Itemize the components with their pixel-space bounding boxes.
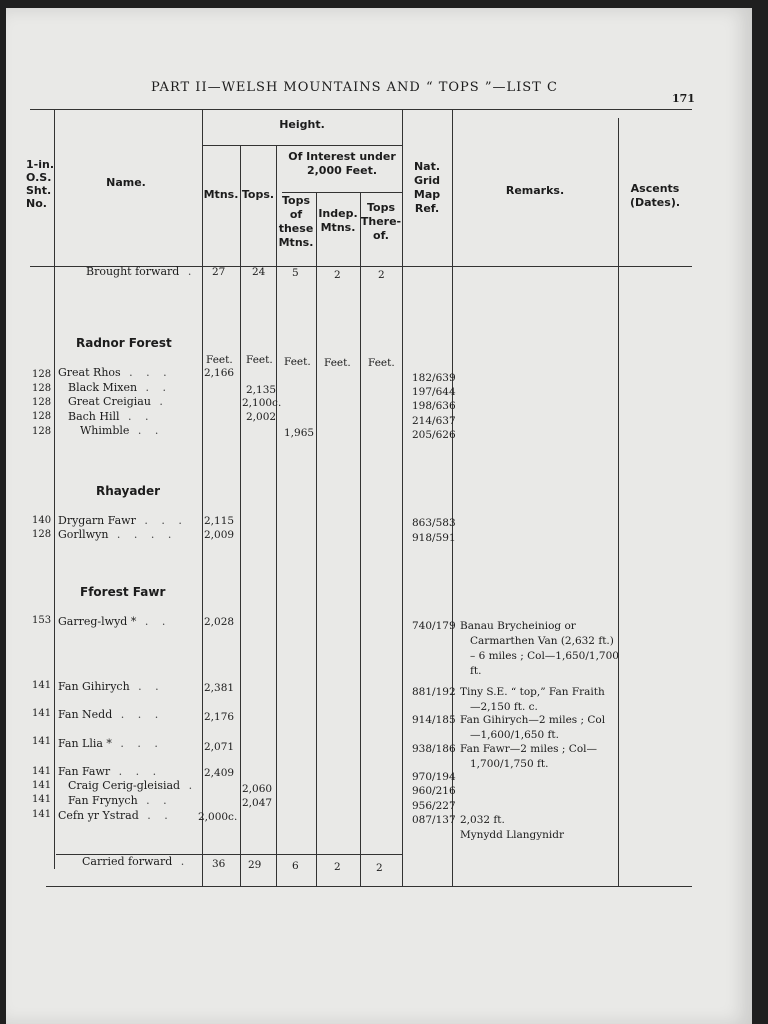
header-remarks: Remarks. <box>505 184 565 197</box>
header-tops-thereof: Tops There- of. <box>360 201 402 242</box>
header-height: Height. <box>279 118 325 131</box>
table-top-rule <box>30 109 692 110</box>
col-line-mtns <box>240 145 241 886</box>
page-number: 171 <box>672 92 695 105</box>
feet-label: Feet. <box>324 357 351 369</box>
col-line-name <box>202 109 203 886</box>
header-indep: Indep. Mtns. <box>318 207 358 234</box>
header-tops-of-these: Tops of these Mtns. <box>278 194 314 249</box>
feet-label: Feet. <box>206 354 233 366</box>
running-title: PART II—WELSH MOUNTAINS AND “ TOPS ”—LIST C <box>151 80 558 95</box>
bf-tops-of-these: 5 <box>292 267 299 279</box>
book-page: PART II—WELSH MOUNTAINS AND “ TOPS ”—LIST C 171 1-in. O.S. Sht. No. Name. Height. Mtns. Tops. Of Interest under 2,000 Feet. Tops of these Mtns. Indep. Mtns. Tops There- of. Nat. Grid Map Ref. Remarks. Ascents (Dates). Brought forward . 27 24 5 2 2 Radnor Forest Feet. Feet. Feet. Feet. Feet. 128 Great Rhos . . . 2,166 182/639 128 Black Mixen . . 2,135 197/644 128 Great Creigiau . 2,100c. 198/636 128 Bach Hill . . 2,002 214/637 128 Whimble . . 1,965 205/626 Rhayader 140 Drygarn Fawr . . . 2,115 863/583 128 Gorllwyn . . . . 2,009 918/591 Fforest Fawr 153 Garreg-lwyd * . . 2,028 740/179 Banau Brycheiniog or Carmarthen Van (2,632 ft.) – 6 miles ; Col—1,650/1,700 ft. 141 Fan Gihirych . . 2,381 881/192 Tiny S.E. “ top,” Fan Fraith —2,150 ft. c. 141 Fan Nedd . . . 2,176 914/185 Fan Gihirych—2 miles ; Col —1,600/1,650 ft. 141 Fan Llia * . . . 2,071 938/186 Fan Fawr—2 miles ; Col— 1,700/1,750 ft. 141 Fan Fawr . . . 2,409 970/194 141 Craig Cerig-gleisiad . 2,060 960/216 141 Fan Frynych . . 2,047 956/227 141 Cefn yr Ystrad . . 2,000c. 087/137 2,032 ft. Mynydd Llangynidr Carried forward . 36 29 6 2 2 <box>6 8 752 1024</box>
feet-label: Feet. <box>246 354 273 366</box>
interest-rule <box>282 192 402 193</box>
header-mtns: Mtns. <box>203 188 239 201</box>
bf-tops-thereof: 2 <box>378 269 385 281</box>
feet-label: Feet. <box>284 356 311 368</box>
cf-tops: 29 <box>248 859 262 871</box>
header-ascents: Ascents (Dates). <box>629 182 681 209</box>
carried-forward-label: Carried forward . <box>82 855 190 868</box>
height-rule <box>202 145 402 146</box>
bf-indep: 2 <box>334 269 341 281</box>
header-sheet: 1-in. O.S. Sht. No. <box>26 158 54 210</box>
section-radnor-forest: Radnor Forest <box>76 336 172 350</box>
col-line-tops <box>276 145 277 886</box>
table-bottom-rule <box>46 886 692 887</box>
header-of-interest: Of Interest under 2,000 Feet. <box>288 150 396 177</box>
col-line-tops-these <box>316 192 317 886</box>
col-line-grid <box>452 109 453 886</box>
feet-label: Feet. <box>368 357 395 369</box>
cf-tops-of-these: 6 <box>292 860 299 872</box>
cf-indep: 2 <box>334 861 341 873</box>
section-rhayader: Rhayader <box>96 484 161 498</box>
col-line-indep <box>360 192 361 886</box>
bf-mtns: 27 <box>212 266 226 278</box>
bf-tops: 24 <box>252 266 266 278</box>
header-name: Name. <box>106 176 146 189</box>
col-line-thereof <box>402 109 403 886</box>
cf-mtns: 36 <box>212 858 226 870</box>
col-line-sheet <box>54 109 55 869</box>
brought-forward-label: Brought forward . <box>86 265 197 278</box>
header-tops: Tops. <box>241 188 275 201</box>
header-grid: Nat. Grid Map Ref. <box>413 160 441 215</box>
cf-tops-thereof: 2 <box>376 862 383 874</box>
section-fforest-fawr: Fforest Fawr <box>80 585 166 599</box>
